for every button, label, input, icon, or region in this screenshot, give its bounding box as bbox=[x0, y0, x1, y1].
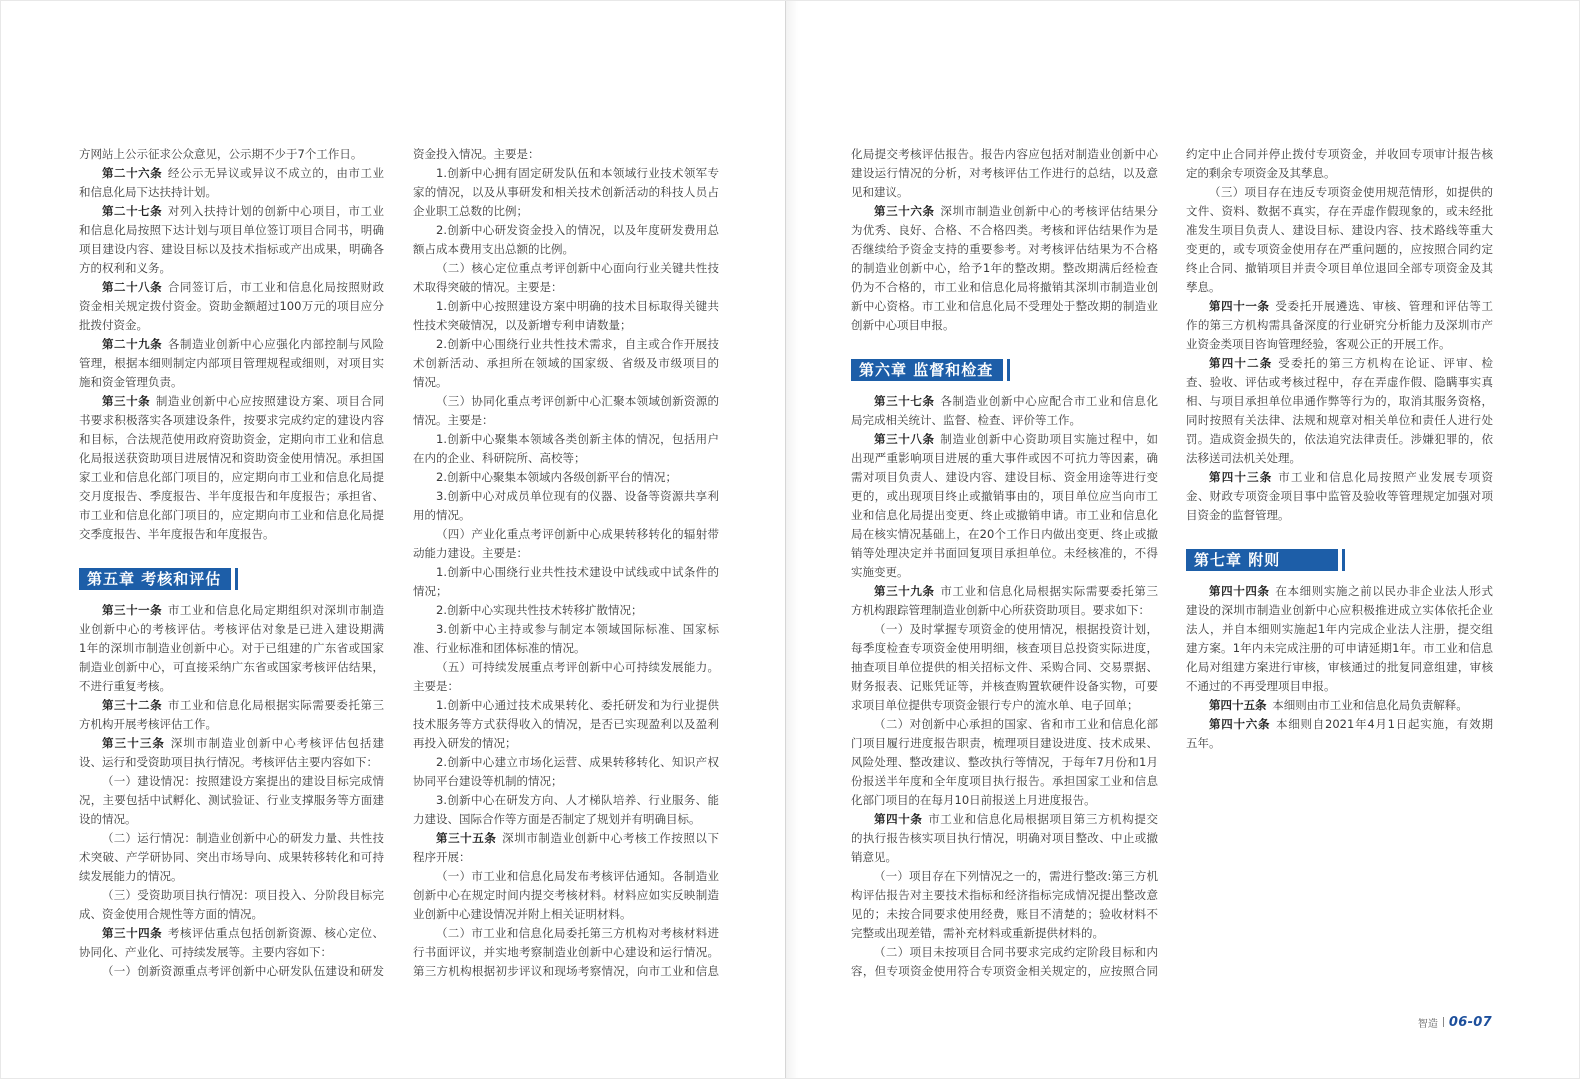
article-number: 第四十六条 bbox=[1209, 717, 1271, 731]
text-line: 术创新活动、承担所在领域的国家级、省级及市级项目的 bbox=[413, 356, 719, 370]
text-line: 性技术突破情况，以及新增专利申请数量； bbox=[413, 318, 632, 332]
text-line: 额占成本费用支出总额的比例。 bbox=[413, 242, 574, 256]
text-line: 和目标，合法规范使用政府资助资金，定期向市工业和信息 bbox=[79, 432, 384, 446]
text-line: 协同平台建设等机制的情况； bbox=[413, 774, 563, 788]
article-paragraph bbox=[851, 810, 1158, 867]
article-paragraph bbox=[1186, 468, 1493, 525]
text-line: 终止合同、撤销项目并责令项目单位退回全部专项资金及其 bbox=[1186, 261, 1493, 275]
text-line: 门项目履行进度报告职责，梳理项目建设进度、技术成果、 bbox=[851, 736, 1158, 750]
paragraph bbox=[413, 620, 719, 658]
line-text: 市工业和信息化局按照产业发展专项资 bbox=[1278, 470, 1493, 484]
paragraph bbox=[413, 430, 719, 468]
text-line: 设的情况。 bbox=[79, 812, 137, 826]
text-line: 3.创新中心在研发方向、人才梯队培养、行业服务、能 bbox=[436, 793, 719, 807]
text-line bbox=[851, 810, 1158, 829]
text-line bbox=[79, 601, 384, 620]
paragraph bbox=[413, 867, 719, 924]
article-number: 第三十五条 bbox=[436, 831, 497, 845]
paragraph bbox=[79, 962, 384, 981]
text-line: 1.创新中心通过技术成果转化、委托研发和为行业提供 bbox=[436, 698, 719, 712]
text-line: 主要是： bbox=[413, 679, 459, 693]
chapter-heading bbox=[79, 568, 384, 590]
article-number: 第三十三条 bbox=[102, 736, 166, 750]
article-paragraph bbox=[79, 202, 384, 278]
article-number: 第三十一条 bbox=[102, 603, 163, 617]
text-line: 五年。 bbox=[1186, 736, 1221, 750]
gutter-shadow bbox=[786, 1, 798, 1079]
paragraph bbox=[413, 221, 719, 259]
text-line: 局完成相关统计、监督、检查、评价等工作。 bbox=[851, 413, 1081, 427]
paragraph bbox=[413, 601, 719, 620]
article-number: 第四十五条 bbox=[1209, 698, 1267, 712]
line-text: 各制造业创新中心应配合市工业和信息化 bbox=[940, 394, 1158, 408]
article-number: 第三十七条 bbox=[874, 394, 935, 408]
text-line: 相、与项目承担单位串通作弊等行为的，取消其服务资格， bbox=[1186, 394, 1493, 408]
text-line bbox=[79, 924, 384, 943]
text-line: 资金相关规定拨付资金。资助金额超过100万元的项目应分 bbox=[79, 299, 384, 313]
article-paragraph bbox=[851, 202, 1158, 335]
article-number: 第四十二条 bbox=[1209, 356, 1273, 370]
text-line: 3.创新中心主持或参与制定本领域国际标准、国家标 bbox=[436, 622, 719, 636]
text-line bbox=[413, 829, 719, 848]
text-line bbox=[1186, 468, 1493, 487]
article-paragraph bbox=[1186, 696, 1493, 715]
article-paragraph bbox=[851, 430, 1158, 582]
text-line bbox=[1186, 354, 1493, 373]
text-line: 建设的深圳市制造业创新中心应积极推进成立实体依托企业 bbox=[1186, 603, 1493, 617]
text-line: 1.创新中心聚集本领域各类创新主体的情况，包括用户 bbox=[436, 432, 719, 446]
line-text: 各制造业创新中心应强化内部控制与风险 bbox=[167, 337, 384, 351]
text-line: 见和建议。 bbox=[851, 185, 909, 199]
text-line: 销等处理决定并书面回复项目承担单位。未经核准的，不得 bbox=[851, 546, 1158, 560]
article-paragraph bbox=[79, 164, 384, 202]
text-line bbox=[79, 202, 384, 221]
text-line: 2.创新中心实现共性技术转移扩散情况； bbox=[436, 603, 643, 617]
line-text: 合同签订后，市工业和信息化局按照财政 bbox=[167, 280, 384, 294]
text-line: 批拨付资金。 bbox=[79, 318, 148, 332]
paragraph bbox=[79, 886, 384, 924]
article-number: 第三十九条 bbox=[874, 584, 935, 598]
chapter-heading bbox=[851, 359, 1158, 381]
article-number: 第四十条 bbox=[874, 812, 923, 826]
article-paragraph bbox=[79, 924, 384, 962]
text-line: （二）核心定位重点考评创新中心面向行业关键共性技 bbox=[436, 261, 719, 275]
text-line: 化局对组建方案进行审核，审核通过的批复同意组建，审核 bbox=[1186, 660, 1493, 674]
text-line: （一）及时掌握专项资金的使用情况，根据投资计划， bbox=[874, 622, 1158, 636]
paragraph bbox=[413, 791, 719, 829]
text-line: 化部门项目的在每月10日前报送上月进度报告。 bbox=[851, 793, 1096, 807]
text-line: 1.创新中心围绕行业共性技术建设中试线或中试条件的 bbox=[436, 565, 719, 579]
text-line: 建设运行情况的分析，对考核评估工作进行的总结，以及意 bbox=[851, 166, 1158, 180]
text-line: 第三方机构根据初步评议和现场考察情况，向市工业和信息 bbox=[413, 964, 719, 978]
text-line: 销意见。 bbox=[851, 850, 897, 864]
text-line: 孳息。 bbox=[1186, 280, 1221, 294]
article-number: 第四十三条 bbox=[1209, 470, 1273, 484]
article-paragraph bbox=[79, 335, 384, 392]
article-number: 第四十一条 bbox=[1209, 299, 1270, 313]
text-line bbox=[79, 734, 384, 753]
line-text: 市工业和信息化局根据项目第三方机构提交 bbox=[928, 812, 1158, 826]
text-line: （二）市工业和信息化局委托第三方机构对考核材料进 bbox=[436, 926, 719, 940]
text-line: 业和信息化局提出变更、终止或撤销申请。市工业和信息化 bbox=[851, 508, 1158, 522]
chapter-title: 第六章 监督和检查 bbox=[851, 359, 1003, 381]
text-line: 家的情况，以及从事研发和相关技术创新活动的科技人员占 bbox=[413, 185, 719, 199]
text-line: 变更的，或专项资金使用存在严重问题的，应按照合同约定 bbox=[1186, 242, 1493, 256]
section-label: 智造 bbox=[1417, 1018, 1438, 1030]
text-line: （二）运行情况：制造业创新中心的研发力量、共性技 bbox=[102, 831, 384, 845]
text-line: 目资金的监督管理。 bbox=[1186, 508, 1290, 522]
article-paragraph bbox=[1186, 297, 1493, 354]
paragraph bbox=[851, 943, 1158, 981]
text-line: 3.创新中心对成员单位现有的仪器、设备等资源共享利 bbox=[436, 489, 719, 503]
article-paragraph bbox=[1186, 715, 1493, 753]
line-text: 制造业创新中心资助项目实施过程中，如 bbox=[940, 432, 1158, 446]
text-line bbox=[79, 392, 384, 411]
paragraph bbox=[413, 753, 719, 791]
line-text: 考核评估重点包括创新资源、核心定位、 bbox=[167, 926, 384, 940]
text-line: 见的；未按合同要求使用经费，账目不清楚的；验收材料不 bbox=[851, 907, 1158, 921]
right-page-column-1 bbox=[851, 145, 1158, 981]
text-line: 资金投入情况。主要是： bbox=[413, 147, 540, 161]
text-line: 业创新中心的考核评估。考核评估对象是已进入建设期满 bbox=[79, 622, 384, 636]
text-line bbox=[1186, 297, 1493, 316]
text-line: 施和资金管理负责。 bbox=[79, 375, 183, 389]
paragraph bbox=[413, 658, 719, 696]
folio-divider bbox=[1443, 1017, 1444, 1027]
text-line: 实施变更。 bbox=[851, 565, 909, 579]
paragraph bbox=[413, 924, 719, 981]
text-line: 需对项目负责人、建设内容、建设目标、资金用途等进行变 bbox=[851, 470, 1158, 484]
page-number: 06-07 bbox=[1448, 1014, 1492, 1030]
text-line: 风险处理、整改建议、整改执行等情况，于每年7月份和1月 bbox=[851, 755, 1158, 769]
line-text: 市工业和信息化局定期组织对深圳市制造 bbox=[167, 603, 384, 617]
text-line: 和信息化局下达扶持计划。 bbox=[79, 185, 217, 199]
text-line bbox=[1186, 715, 1493, 734]
paragraph bbox=[413, 525, 719, 563]
text-line: 动能力建设。主要是： bbox=[413, 546, 528, 560]
text-line: 1.创新中心按照建设方案中明确的技术目标取得关键共 bbox=[436, 299, 719, 313]
text-line: （五）可持续发展重点考评创新中心可持续发展能力。 bbox=[436, 660, 719, 674]
text-line: 在内的企业、科研院所、高校等； bbox=[413, 451, 586, 465]
text-line: 构评估报告对主要技术指标和经济指标完成情况提出整改意 bbox=[851, 888, 1158, 902]
text-line: 和信息化局按照下达计划与项目单位签订项目合同书，明确 bbox=[79, 223, 384, 237]
text-line: 力建设、国际合作等方面是否制定了规划并有明确目标。 bbox=[413, 812, 701, 826]
text-line: 技术服务等方式获得收入的情况，是否已实现盈利以及盈利 bbox=[413, 717, 719, 731]
line-text: 深圳市制造业创新中心的考核评估结果分 bbox=[940, 204, 1158, 218]
paragraph bbox=[851, 715, 1158, 810]
text-line: 协同化、产业化、可持续发展等。主要内容如下： bbox=[79, 945, 332, 959]
text-line: 仍为不合格的，市工业和信息化局将撤销其深圳市制造业创 bbox=[851, 280, 1158, 294]
paragraph bbox=[413, 145, 719, 164]
paragraph bbox=[79, 145, 384, 164]
chapter-heading bbox=[1186, 549, 1493, 571]
article-number: 第三十四条 bbox=[102, 926, 163, 940]
text-line: 1年的深圳市制造业创新中心。对于已组建的广东省或国家 bbox=[79, 641, 384, 655]
paragraph bbox=[413, 696, 719, 753]
text-line bbox=[851, 582, 1158, 601]
paragraph bbox=[413, 259, 719, 297]
text-line: 方网站上公示征求公众意见，公示期不少于7个工作日。 bbox=[79, 147, 363, 161]
text-line: （四）产业化重点考评创新中心成果转移转化的辐射带 bbox=[436, 527, 719, 541]
text-line bbox=[851, 392, 1158, 411]
text-line bbox=[79, 696, 384, 715]
paragraph bbox=[1186, 145, 1493, 183]
text-line: 定的剩余专项资金及其孳息。 bbox=[1186, 166, 1336, 180]
text-line: （三）项目存在违反专项资金使用规范情形，如提供的 bbox=[1209, 185, 1493, 199]
text-line: 法人，并自本细则实施起1年内完成企业法人注册，提交组 bbox=[1186, 622, 1493, 636]
text-line: 罚。造成资金损失的，依法追究法律责任。涉嫌犯罪的，依 bbox=[1186, 432, 1493, 446]
paragraph bbox=[413, 468, 719, 487]
text-line: 情况； bbox=[413, 584, 448, 598]
text-line bbox=[79, 335, 384, 354]
text-line: （一）项目存在下列情况之一的，需进行整改:第三方机 bbox=[874, 869, 1158, 883]
text-line: 不通过的不再受理项目申报。 bbox=[1186, 679, 1336, 693]
text-line: 为优秀、良好、合格、不合格四类。考核和评估结果作为是 bbox=[851, 223, 1158, 237]
chapter-accent-bar bbox=[1007, 359, 1010, 381]
text-line: 市工业和信息化部门项目的，应定期向市工业和信息化局提 bbox=[79, 508, 384, 522]
article-paragraph bbox=[1186, 582, 1493, 696]
text-line: 每季度检查专项资金使用明细，核查项目总投资实际进度， bbox=[851, 641, 1158, 655]
text-line: （二）项目未按项目合同书要求完成约定阶段目标和内 bbox=[874, 945, 1158, 959]
text-line bbox=[851, 430, 1158, 449]
text-line bbox=[1186, 696, 1493, 715]
paragraph bbox=[413, 335, 719, 392]
text-line: （三）协同化重点考评创新中心汇聚本领域创新资源的 bbox=[436, 394, 719, 408]
article-paragraph bbox=[1186, 354, 1493, 468]
line-text: 深圳市制造业创新中心考核评估包括建 bbox=[170, 736, 384, 750]
line-text: 深圳市制造业创新中心考核工作按照以下 bbox=[502, 831, 719, 845]
paragraph bbox=[851, 145, 1158, 202]
text-line: 交季度报告、半年度报告和年度报告。 bbox=[79, 527, 275, 541]
text-line: 准发生项目负责人、建设目标、建设内容、技术路线等重大 bbox=[1186, 223, 1493, 237]
article-number: 第三十八条 bbox=[874, 432, 935, 446]
article-number: 第二十七条 bbox=[102, 204, 163, 218]
text-line: 的制造业创新中心，给予1年的整改期。整改期满后经检查 bbox=[851, 261, 1158, 275]
left-page-column-1 bbox=[79, 145, 384, 981]
text-line: 术突破、产学研协同、突出市场导向、成果转移转化和可持 bbox=[79, 850, 384, 864]
text-line: 容，但专项资金使用符合专项资金相关规定的，应按照合同 bbox=[851, 964, 1158, 978]
text-line: 2.创新中心围绕行业共性技术需求，自主或合作开展技 bbox=[436, 337, 719, 351]
line-text: 制造业创新中心应按照建设方案、项目合同 bbox=[155, 394, 384, 408]
text-line: 再投入研发的情况； bbox=[413, 736, 517, 750]
text-line: 用的情况。 bbox=[413, 508, 471, 522]
text-line: 化局报送获资助项目进展情况和资助资金使用情况。承担国 bbox=[79, 451, 384, 465]
article-paragraph bbox=[79, 601, 384, 696]
text-line: 创新中心项目申报。 bbox=[851, 318, 955, 332]
text-line: 情况。主要是： bbox=[413, 413, 494, 427]
text-line: 项目建设内容、建设目标以及技术指标或产出成果，明确各 bbox=[79, 242, 384, 256]
text-line: 管理，根据本细则制定内部项目管理规程或细则，对项目实 bbox=[79, 356, 384, 370]
text-line: 法移送司法机关处理。 bbox=[1186, 451, 1301, 465]
text-line: 业创新中心建设情况并附上相关证明材料。 bbox=[413, 907, 632, 921]
left-page-column-2 bbox=[413, 145, 719, 981]
text-line: 业资金类项目咨询管理经验，客观公正的开展工作。 bbox=[1186, 337, 1451, 351]
right-page-column-2 bbox=[1186, 145, 1493, 753]
article-paragraph bbox=[851, 392, 1158, 430]
text-line: 方机构开展考核评估工作。 bbox=[79, 717, 217, 731]
text-line: 金、财政专项资金项目事中监管及验收等管理规定加强对项 bbox=[1186, 489, 1493, 503]
text-line: 化局提交考核评估报告。报告内容应包括对制造业创新中心 bbox=[851, 147, 1158, 161]
text-line: 作的第三方机构需具备深度的行业研究分析能力及深圳市产 bbox=[1186, 318, 1493, 332]
article-number: 第二十八条 bbox=[102, 280, 163, 294]
chapter-title: 第五章 考核和评估 bbox=[79, 568, 231, 590]
article-number: 第二十九条 bbox=[102, 337, 163, 351]
text-line: （二）对创新中心承担的国家、省和市工业和信息化部 bbox=[874, 717, 1158, 731]
text-line: 文件、资料、数据不真实，存在弄虚作假现象的，或未经批 bbox=[1186, 204, 1493, 218]
text-line bbox=[79, 164, 384, 183]
line-text: 经公示无异议或异议不成立的，由市工业 bbox=[167, 166, 384, 180]
text-line: （三）受资助项目执行情况：项目投入、分阶段目标完 bbox=[102, 888, 384, 902]
text-line: 1.创新中心拥有固定研发队伍和本领域行业技术领军专 bbox=[436, 166, 719, 180]
line-text: 在本细则实施之前以民办非企业法人形式 bbox=[1275, 584, 1493, 598]
text-line: 成、资金使用合规性等方面的情况。 bbox=[79, 907, 263, 921]
chapter-title: 第七章 附则 bbox=[1186, 549, 1338, 571]
text-line: 否继续给予资金支持的重要参考。对考核评估结果为不合格 bbox=[851, 242, 1158, 256]
text-line: 新中心资格。市工业和信息化局不受理处于整改期的制造业 bbox=[851, 299, 1158, 313]
text-line bbox=[1186, 582, 1493, 601]
text-line: 术取得突破的情况。主要是： bbox=[413, 280, 563, 294]
text-line: 准、行业标准和团体标准的情况。 bbox=[413, 641, 586, 655]
text-line: （一）创新资源重点考评创新中心研发队伍建设和研发 bbox=[102, 964, 384, 978]
text-line bbox=[79, 278, 384, 297]
text-line: 抽查项目单位提供的相关招标文件、采购合同、交易票据、 bbox=[851, 660, 1158, 674]
text-line: （一）建设情况：按照建设方案提出的建设目标完成情 bbox=[102, 774, 384, 788]
text-line: 完整或出现差错，需补充材料或重新提供材料的。 bbox=[851, 926, 1104, 940]
line-text: 本细则由市工业和信息化局负责解释。 bbox=[1272, 698, 1468, 712]
article-paragraph bbox=[79, 278, 384, 335]
text-line: 程序开展： bbox=[413, 850, 471, 864]
text-line: 交月度报告、季度报告、半年度报告和年度报告；承担省、 bbox=[79, 489, 384, 503]
line-text: 受委托开展遴选、审核、管理和评估等工 bbox=[1275, 299, 1493, 313]
text-line: 同时按照有关法律、法规和规章对相关单位和责任人进行处 bbox=[1186, 413, 1493, 427]
line-text: 市工业和信息化局根据实际需要委托第三 bbox=[167, 698, 384, 712]
paragraph bbox=[79, 829, 384, 886]
article-paragraph bbox=[79, 734, 384, 772]
article-number: 第四十四条 bbox=[1209, 584, 1270, 598]
text-line: 不进行重复考核。 bbox=[79, 679, 171, 693]
article-number: 第三十条 bbox=[102, 394, 151, 408]
text-line: 2.创新中心聚集本领域内各级创新平台的情况； bbox=[436, 470, 677, 484]
text-line: 约定中止合同并停止拨付专项资金，并收回专项审计报告核 bbox=[1186, 147, 1493, 161]
text-line: 续发展能力的情况。 bbox=[79, 869, 183, 883]
paragraph bbox=[413, 164, 719, 221]
text-line: 出现严重影响项目进展的重大事件或因不可抗力等因素，确 bbox=[851, 451, 1158, 465]
article-paragraph bbox=[79, 696, 384, 734]
line-text: 对列入扶持计划的创新中心项目，市工业 bbox=[167, 204, 384, 218]
paragraph bbox=[79, 772, 384, 829]
text-line: 份报送半年度和全年度项目执行报告。承担国家工业和信息 bbox=[851, 774, 1158, 788]
text-line: 企业职工总数的比例； bbox=[413, 204, 528, 218]
chapter-accent-bar bbox=[1342, 549, 1345, 571]
text-line: 创新中心在规定时间内提交考核材料。材料应如实反映制造 bbox=[413, 888, 719, 902]
text-line: 方的权利和义务。 bbox=[79, 261, 171, 275]
article-number: 第二十六条 bbox=[102, 166, 163, 180]
article-paragraph bbox=[79, 392, 384, 544]
article-number: 第三十六条 bbox=[874, 204, 935, 218]
paragraph bbox=[413, 297, 719, 335]
text-line: 制造业创新中心，可直接采纳广东省或国家考核评估结果， bbox=[79, 660, 384, 674]
text-line: 更的，或出现项目终止或撤销事由的，项目单位应当向市工 bbox=[851, 489, 1158, 503]
paragraph bbox=[413, 563, 719, 601]
paragraph bbox=[413, 487, 719, 525]
paragraph bbox=[413, 392, 719, 430]
text-line: 方机构跟踪管理制造业创新中心所获资助项目。要求如下： bbox=[851, 603, 1150, 617]
text-line: 求项目单位提供专项资金银行专户的流水单、电子回单； bbox=[851, 698, 1139, 712]
text-line: （一）市工业和信息化局发布考核评估通知。各制造业 bbox=[436, 869, 719, 883]
paragraph bbox=[1186, 183, 1493, 297]
text-line: 情况。 bbox=[413, 375, 448, 389]
text-line: 财务报表、记账凭证等，并核查购置软硬件设备实物，可要 bbox=[851, 679, 1158, 693]
text-line: 2.创新中心建立市场化运营、成果转移转化、知识产权 bbox=[436, 755, 719, 769]
text-line: 行书面评议，并实地考察制造业创新中心建设和运行情况。 bbox=[413, 945, 719, 959]
text-line: 设、运行和受资助项目执行情况。考核评估主要内容如下： bbox=[79, 755, 378, 769]
text-line: 2.创新中心研发资金投入的情况，以及年度研发费用总 bbox=[436, 223, 719, 237]
text-line: 局在核实情况基础上，在20个工作日内做出变更、终止或撤 bbox=[851, 527, 1158, 541]
paragraph bbox=[851, 867, 1158, 943]
paragraph bbox=[851, 620, 1158, 715]
article-paragraph bbox=[851, 582, 1158, 620]
page-footer bbox=[1418, 1013, 1492, 1031]
chapter-accent-bar bbox=[235, 568, 238, 590]
text-line: 家工业和信息化部门项目的，应定期向市工业和信息化局提 bbox=[79, 470, 384, 484]
text-line: 况，主要包括中试孵化、测试验证、行业支撑服务等方面建 bbox=[79, 793, 384, 807]
line-text: 本细则自2021年4月1日起实施，有效期 bbox=[1276, 717, 1493, 731]
line-text: 受委托的第三方机构在论证、评审、检 bbox=[1278, 356, 1493, 370]
text-line bbox=[851, 202, 1158, 221]
text-line: 书要求积极落实各项建设条件，按要求完成约定的建设内容 bbox=[79, 413, 384, 427]
text-line: 查、验收、评估或考核过程中，存在弄虚作假、隐瞒事实真 bbox=[1186, 375, 1493, 389]
text-line: 建方案。1年内未完成注册的可申请延期1年。市工业和信息 bbox=[1186, 641, 1493, 655]
article-paragraph bbox=[413, 829, 719, 867]
text-line: 的执行报告核实项目执行情况，明确对项目整改、中止或撤 bbox=[851, 831, 1158, 845]
line-text: 市工业和信息化局根据实际需要委托第三 bbox=[940, 584, 1158, 598]
article-number: 第三十二条 bbox=[102, 698, 163, 712]
